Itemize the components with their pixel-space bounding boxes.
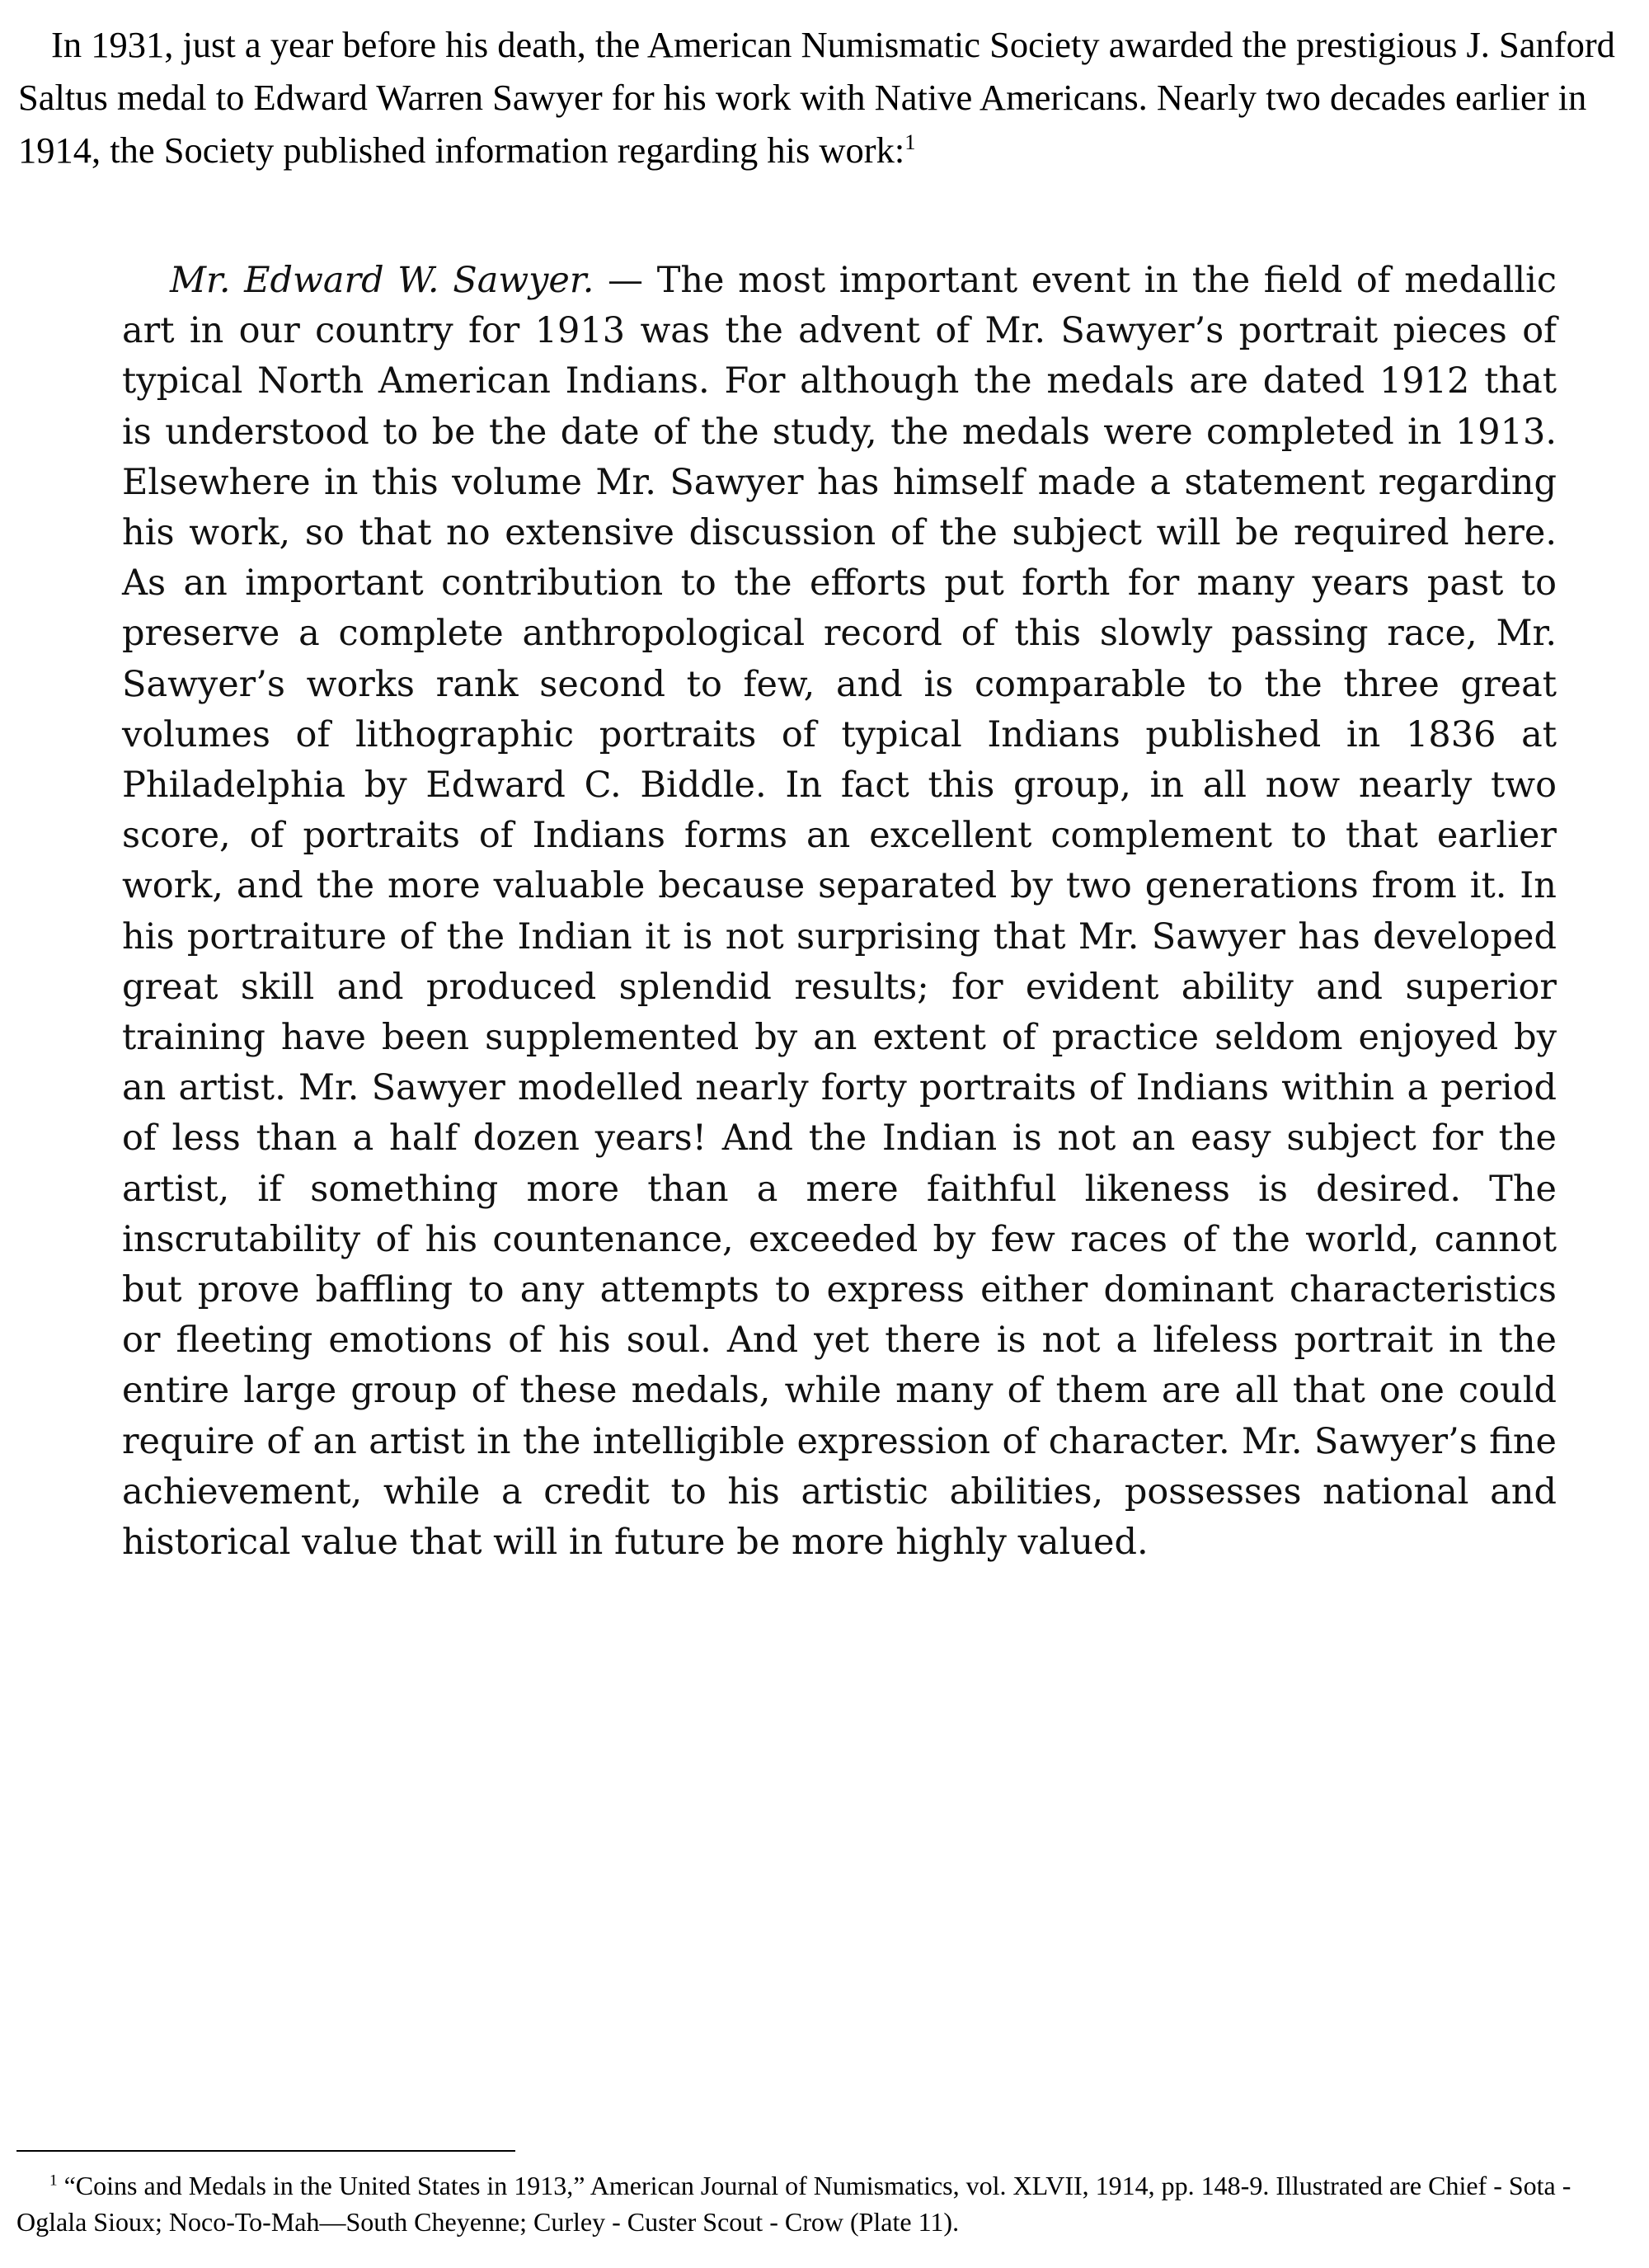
block-quote <box>122 256 1557 1568</box>
footnote-text: “Coins and Medals in the United States in 1913,” American Journal of Numismatics, vol. XLVII, 1914, pp. 148-9. Illustrated are Chief - Sota - Oglala Sioux; Noco-To-Mah—South Cheyenne; Curley - Custer Scout - Crow (Plate 11). <box>16 2171 1571 2237</box>
quote-speaker: Mr. Edward W. Sawyer. <box>170 260 594 301</box>
footnote-reference[interactable]: 1 <box>904 129 916 155</box>
intro-paragraph <box>18 18 1634 176</box>
quote-dash: — <box>594 260 657 301</box>
quote-body: The most important event in the field of medallic art in our country for 1913 was the advent of Mr. Sawyer’s portrait pieces of typical North American Indians. For although the medals are dated 1912 that is understood to be the date of the study, the medals were completed in 1913. Elsewhere in this volume Mr. Sawyer has himself made a statement regarding his work, so that no extensive discussion of the subject will be required here. As an important contribution to the efforts put forth for many years past to preserve a complete anthropological record of this slowly passing race, Mr. Sawyer’s works rank second to few, and is comparable to the three great volumes of lithographic portraits of typical Indians published in 1836 at Philadelphia by Edward C. Biddle. In fact this group, in all now nearly two score, of portraits of Indians forms an excellent complement to that earlier work, and the more valuable because separated by two generations from it. In his portraiture of the Indian it is not surprising that Mr. Sawyer has developed great skill and produced splendid results; for evident ability and superior training have been supplemented by an extent of practice seldom enjoyed by an artist. Mr. Sawyer modelled nearly forty portraits of Indians within a period of less than a half dozen years! And the Indian is not an easy subject for the artist, if something more than a mere faithful likeness is desired. The inscrutability of his countenance, exceeded by few races of the world, cannot but prove baffling to any attempts to express either dominant characteristics or fleeting emotions of his soul. And yet there is not a lifeless portrait in the entire large group of these medals, while many of them are all that one could require of an artist in the intelligible expression of character. Mr. Sawyer’s fine achievement, while a credit to his artistic abilities, possesses national and historical value that will in future be more highly valued. <box>122 260 1557 1564</box>
intro-text: In 1931, just a year before his death, the American Numismatic Society awarded the prestigious J. Sanford Saltus medal to Edward Warren Sawyer for his work with Native Americans. Nearly two decades earlier in 1914, the Society published information regarding his work: <box>18 24 1615 171</box>
footnote <box>16 2167 1633 2240</box>
footnote-marker: 1 <box>49 2172 58 2190</box>
footnote-divider <box>16 2150 515 2152</box>
